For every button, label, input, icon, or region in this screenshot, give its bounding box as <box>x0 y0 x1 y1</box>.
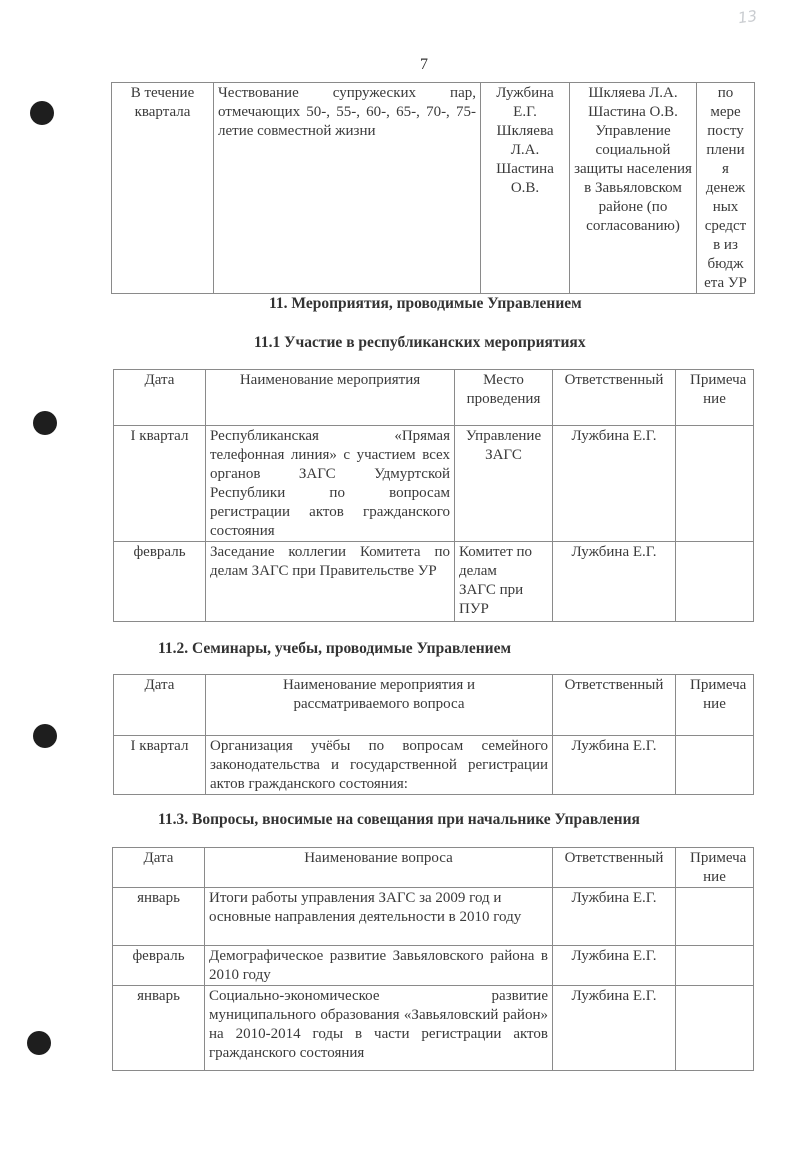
hole-punch <box>30 101 54 125</box>
date-cell: февраль <box>114 542 206 622</box>
responsible-cell: Лужбина Е.Г. Шкляева Л.А. Шастина О.В. <box>481 83 570 294</box>
participants-cell: Шкляева Л.А. Шастина О.В. Управление социальной защиты населения в Завьяловском районе (по согласованию) <box>570 83 697 294</box>
responsible-cell: Лужбина Е.Г. <box>553 426 676 542</box>
handwritten-sheet-number: 13 <box>736 6 759 28</box>
header-note: Примеча ние <box>676 848 754 888</box>
table-header-row <box>114 370 754 426</box>
header-event: Наименование мероприятия и рассматриваемого вопроса <box>206 675 553 736</box>
date-cell: В течение квартала <box>112 83 214 294</box>
republican-events-table <box>113 369 754 622</box>
event-cell: Заседание коллегии Комитета по делам ЗАГС при Правительстве УР <box>206 542 455 622</box>
note-cell <box>676 888 754 946</box>
place-cell: Комитет по делам ЗАГС при ПУР <box>455 542 553 622</box>
responsible-cell: Лужбина Е.Г. <box>553 736 676 795</box>
note-cell: по мере посту плени я денеж ных средст в из бюдж ета УР <box>697 83 755 294</box>
section-heading-11-1: 11.1 Участие в республиканских мероприятиях <box>254 334 586 351</box>
header-date: Дата <box>113 848 205 888</box>
header-responsible: Ответственный <box>553 370 676 426</box>
header-note: Примеча ние <box>676 675 754 736</box>
date-cell: I квартал <box>114 736 206 795</box>
header-event: Наименование мероприятия <box>206 370 455 426</box>
header-note: Примеча ние <box>676 370 754 426</box>
header-date: Дата <box>114 675 206 736</box>
table-row <box>114 426 754 542</box>
header-responsible: Ответственный <box>553 675 676 736</box>
header-date: Дата <box>114 370 206 426</box>
header-question: Наименование вопроса <box>205 848 553 888</box>
date-cell: I квартал <box>114 426 206 542</box>
question-cell: Социально-экономическое развитие муниципального образования «Завьяловский район» на 2010-2014 годы в части регистрации актов гражданского состояния <box>205 986 553 1071</box>
responsible-cell: Лужбина Е.Г. <box>553 946 676 986</box>
section-heading-11-2: 11.2. Семинары, учебы, проводимые Управлением <box>158 640 512 657</box>
continuation-table <box>111 82 755 294</box>
seminars-table <box>113 674 754 795</box>
table-row <box>114 736 754 795</box>
responsible-cell: Лужбина Е.Г. <box>553 888 676 946</box>
responsible-cell: Лужбина Е.Г. <box>553 542 676 622</box>
question-cell: Демографическое развитие Завьяловского района в 2010 году <box>205 946 553 986</box>
hole-punch <box>27 1031 51 1055</box>
date-cell: январь <box>113 888 205 946</box>
table-row <box>113 986 754 1071</box>
place-cell: Управление ЗАГС <box>455 426 553 542</box>
event-cell: Чествование супружеских пар, отмечающих 50-, 55-, 60-, 65-, 70-, 75-летие совместной жизни <box>214 83 481 294</box>
meeting-questions-table <box>112 847 754 1071</box>
header-place: Место проведения <box>455 370 553 426</box>
header-responsible: Ответственный <box>553 848 676 888</box>
note-cell <box>676 426 754 542</box>
table-row <box>113 946 754 986</box>
event-cell: Организация учёбы по вопросам семейного законодательства и государственной регистрации актов гражданского состояния: <box>206 736 553 795</box>
section-heading-11-3: 11.3. Вопросы, вносимые на совещания при начальнике Управления <box>158 811 640 828</box>
section-heading-11: 11. Мероприятия, проводимые Управлением <box>269 295 582 312</box>
responsible-cell: Лужбина Е.Г. <box>553 986 676 1071</box>
table-header-row <box>113 848 754 888</box>
table-header-row <box>114 675 754 736</box>
page-number: 7 <box>420 56 428 73</box>
table-row <box>114 542 754 622</box>
event-cell: Республиканская «Прямая телефонная линия» с участием всех органов ЗАГС Удмуртской Республики по вопросам регистрации актов гражданского состояния <box>206 426 455 542</box>
note-cell <box>676 986 754 1071</box>
table-row <box>112 83 755 294</box>
date-cell: январь <box>113 986 205 1071</box>
question-cell: Итоги работы управления ЗАГС за 2009 год и основные направления деятельности в 2010 году <box>205 888 553 946</box>
hole-punch <box>33 411 57 435</box>
hole-punch <box>33 724 57 748</box>
table-row <box>113 888 754 946</box>
date-cell: февраль <box>113 946 205 986</box>
note-cell <box>676 542 754 622</box>
note-cell <box>676 736 754 795</box>
note-cell <box>676 946 754 986</box>
